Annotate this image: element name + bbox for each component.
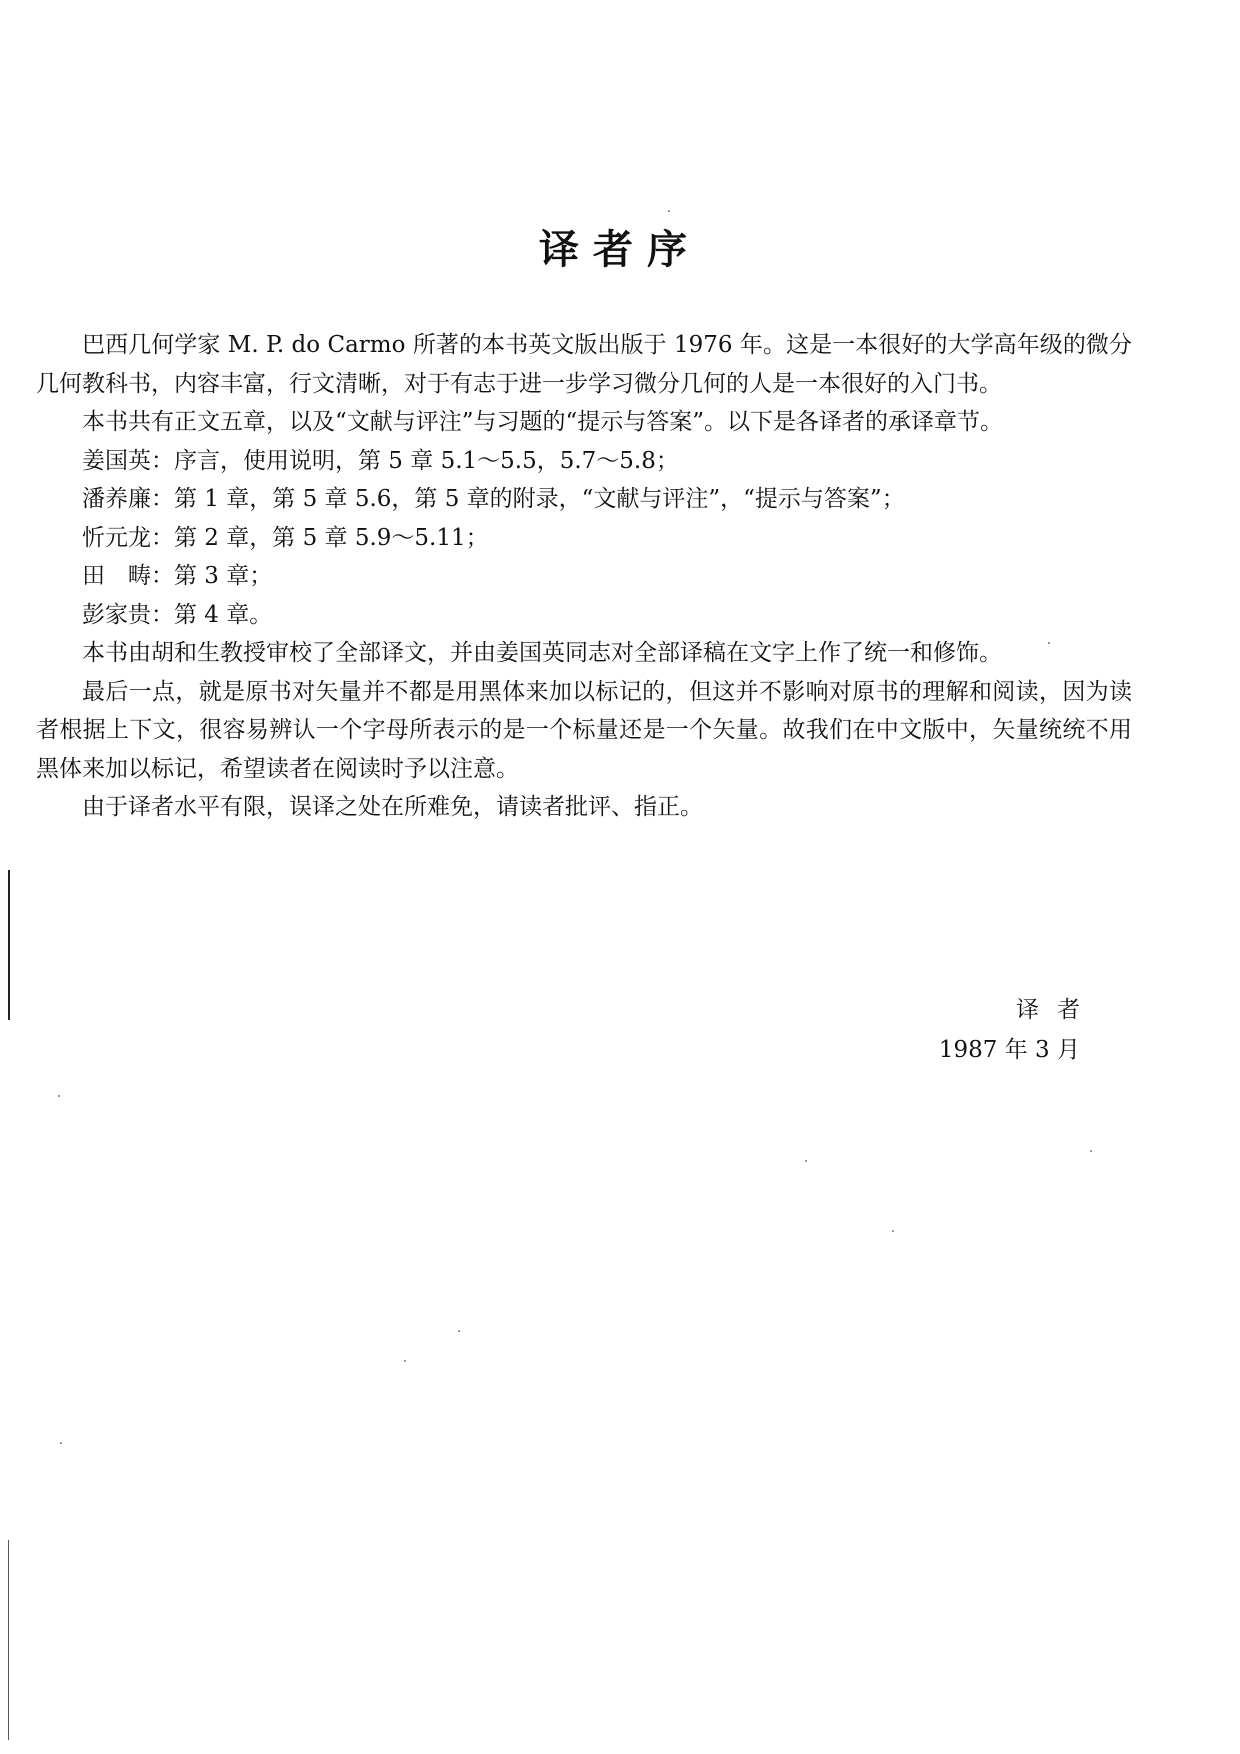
translator-entry: 忻元龙：第 2 章，第 5 章 5.9～5.11；	[82, 524, 489, 551]
paragraph-vector-notation: 最后一点，就是原书对矢量并不都是用黑体来加以标记的，但这并不影响对原书的理解和阅读，因为读者根据上下文，很容易辨认一个字母所表示的是一个标量还是一个矢量。故我们在中文版中，矢量统统不用黑体来加以标记，希望读者在阅读时予以注意。	[36, 678, 1132, 782]
scan-speck	[1090, 1150, 1092, 1152]
scan-speck	[805, 1160, 807, 1162]
scan-edge-line	[8, 1540, 9, 1740]
translator-entry: 潘养廉：第 1 章，第 5 章 5.6，第 5 章的附录，“文献与评注”，“提示与答案”；	[82, 486, 905, 512]
translator-entry: 田 畴：第 3 章；	[82, 563, 273, 589]
signature-date: 1987 年 3 月	[938, 1037, 1080, 1063]
signature-block	[938, 990, 1098, 1070]
translator-entry: 彭家贵：第 4 章。	[82, 601, 273, 628]
scan-speck	[892, 1230, 894, 1232]
translator-entry: 姜国英：序言，使用说明，第 5 章 5.1～5.5，5.7～5.8；	[82, 447, 679, 474]
paragraph-intro: 巴西几何学家 M. P. do Carmo 所著的本书英文版出版于 1976 年。这是一本很好的大学高年级的微分几何教科书，内容丰富，行文清晰，对于有志于进一步学习微分几何的人是一本很好的入门书。	[36, 332, 1132, 397]
page-title: 译者序	[539, 227, 701, 273]
scan-speck	[404, 1360, 406, 1362]
paragraph-chapters: 本书共有正文五章，以及“文献与评注”与习题的“提示与答案”。以下是各译者的承译章节。	[82, 409, 1004, 435]
paragraph-closing: 由于译者水平有限，误译之处在所难免，请读者批评、指正。	[82, 794, 703, 820]
scan-speck	[60, 1442, 62, 1444]
scan-speck	[1048, 642, 1050, 644]
preface-body	[36, 326, 1132, 827]
paragraph-review: 本书由胡和生教授审校了全部译文，并由姜国英同志对全部译稿在文字上作了统一和修饰。	[82, 640, 1002, 666]
signature-name: 译者	[1016, 997, 1098, 1023]
scan-edge-line	[8, 870, 10, 1020]
scan-speck	[458, 1330, 460, 1332]
scan-speck	[668, 210, 670, 212]
scan-speck	[58, 1095, 60, 1097]
